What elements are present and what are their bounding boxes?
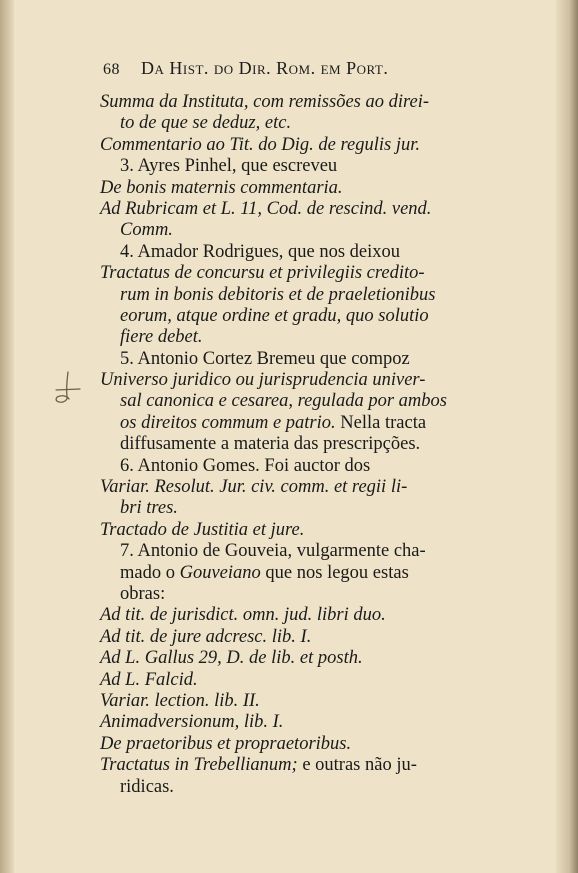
text-line: Variar. Resolut. Jur. civ. comm. et regii li- — [100, 477, 408, 498]
page-number: 68 — [103, 61, 120, 78]
text-line: Ad L. Gallus 29, D. de lib. et posth. — [100, 648, 363, 669]
italic-span: os direitos commum e patrio. — [120, 412, 336, 433]
body-text — [100, 92, 500, 798]
text-line: diffusamente a materia das prescripções. — [120, 434, 421, 455]
text-line: ridicas. — [120, 776, 174, 797]
text-line: 6. Antonio Gomes. Foi auctor dos — [120, 455, 371, 476]
text-line: Tractatus in Trebellianum; e outras não ju- — [100, 755, 417, 776]
text-line: Commentario ao Tit. do Dig. de regulis jur. — [100, 134, 421, 155]
italic-span: Gouveiano — [179, 562, 261, 583]
text-line: mado o Gouveiano que nos legou estas — [120, 562, 409, 583]
text-line: 3. Ayres Pinhel, que escreveu — [120, 156, 338, 177]
text-line: to de que se deduz, etc. — [120, 113, 292, 134]
text-line: Ad tit. de jurisdict. omn. jud. libri duo. — [100, 605, 386, 626]
running-title: Da Hist. do Dir. Rom. em Port. — [141, 58, 389, 78]
text-line: eorum, atque ordine et gradu, quo solutio — [120, 305, 429, 326]
text-line: Animadversionum, lib. I. — [100, 712, 284, 733]
running-header — [103, 58, 463, 79]
text-line: 5. Antonio Cortez Bremeu que compoz — [120, 348, 410, 369]
text-line: fiere debet. — [120, 327, 203, 348]
text-line: 7. Antonio de Gouveia, vulgarmente cha- — [120, 541, 426, 562]
text-line: os direitos commum e patrio. Nella tracta — [120, 412, 427, 433]
text-line: sal canonica e cesarea, regulada por ambos — [120, 391, 447, 412]
text-line: Ad tit. de jure adcresc. lib. I. — [100, 626, 312, 647]
text-line: Variar. lection. lib. II. — [100, 690, 260, 711]
italic-span: Tractatus in Trebellianum; — [100, 755, 298, 776]
page-binding-shadow — [0, 0, 14, 873]
text-line: Ad Rubricam et L. 11, Cod. de rescind. vend. — [100, 198, 432, 219]
text-line: rum in bonis debitoris et de praeletionibus — [120, 284, 436, 305]
text-line: Comm. — [120, 220, 173, 241]
handwritten-margin-mark — [52, 370, 82, 406]
text-line: Tractatus de concursu et privilegiis credito- — [100, 263, 425, 284]
text-line: Ad L. Falcid. — [100, 669, 198, 690]
text-line: Tractado de Justitia et jure. — [100, 519, 305, 540]
text-line: obras: — [120, 583, 166, 604]
page-edge-shadow — [556, 0, 578, 873]
text-line: bri tres. — [120, 498, 178, 519]
text-line: 4. Amador Rodrigues, que nos deixou — [120, 241, 401, 262]
text-line: De praetoribus et propraetoribus. — [100, 733, 352, 754]
text-line: Universo juridico ou jurisprudencia univer- — [100, 370, 426, 391]
text-line: De bonis maternis commentaria. — [100, 177, 343, 198]
text-line: Summa da Instituta, com remissões ao direi- — [100, 92, 430, 112]
